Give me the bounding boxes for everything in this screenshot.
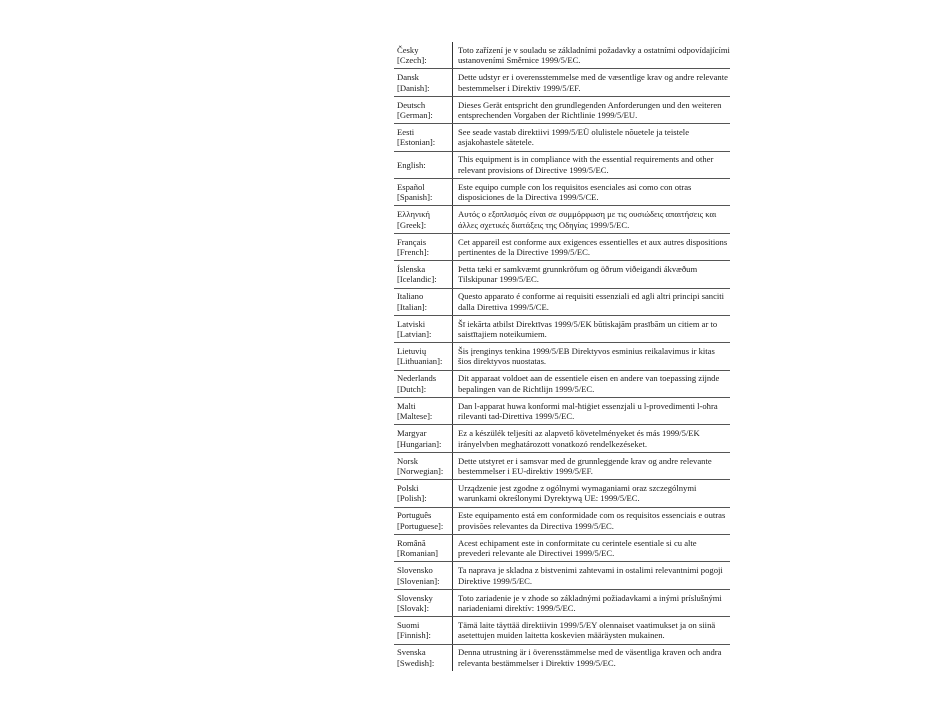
- declaration-text: [453, 425, 730, 451]
- language-cell: [394, 590, 453, 616]
- declaration-statement: Dan l-apparat huwa konformi mal-ħtiġiet essenzjali u l-provedimenti l-oħra rilevanti tad-Direttiva 1999/5/EC.: [458, 400, 718, 422]
- declaration-statement: Cet appareil est conforme aux exigences essentielles et aux autres dispositions pertinentes de la Directive 1999/5/EC.: [458, 236, 728, 257]
- language-cell: [394, 152, 453, 178]
- language-cell: [394, 289, 453, 315]
- declaration-row: [394, 480, 730, 507]
- declaration-row: [394, 206, 730, 233]
- declaration-statement: Denna utrustning är i överensstämmelse med de väsentliga kraven och andra relevanta bestämmelser i Direktiv 1999/5/EC.: [458, 647, 722, 668]
- language-english-name: [Maltese]:: [397, 411, 433, 422]
- language-english-name: [Hungarian]:: [397, 438, 442, 449]
- language-cell: [394, 42, 453, 68]
- language-english-name: [Norwegian]:: [397, 466, 444, 477]
- language-cell: [394, 206, 453, 232]
- language-english-name: [Polish]:: [397, 493, 427, 504]
- language-cell: [394, 371, 453, 397]
- declaration-row: [394, 617, 730, 644]
- declaration-row: [394, 590, 730, 617]
- declaration-statement: Este equipamento está em conformidade com os requisitos essenciais e outras provisões relevantes da Directiva 1999/5/EC.: [458, 510, 726, 531]
- language-name: Latviski: [397, 318, 426, 329]
- declaration-row: [394, 453, 730, 480]
- declaration-row: [394, 234, 730, 261]
- language-cell: [394, 645, 453, 671]
- declaration-statement: Ez a készülék teljesíti az alapvető követelményeket és más 1999/5/EK irányelvben meghatározott vonatkozó rendelkezéseket.: [458, 428, 700, 449]
- language-english-name: [Greek]:: [397, 219, 427, 230]
- declaration-text: [453, 398, 730, 424]
- compliance-declarations-table: [394, 42, 730, 671]
- language-name: Dansk: [397, 72, 419, 83]
- declaration-statement: Dette udstyr er i overensstemmelse med de væsentlige krav og andre relevante bestemmelser i Direktiv 1999/5/EF.: [458, 72, 728, 93]
- declaration-text: [453, 152, 730, 178]
- declaration-text: [453, 124, 730, 150]
- language-name: Íslenska: [397, 263, 426, 274]
- language-cell: [394, 97, 453, 123]
- declaration-statement: Este equipo cumple con los requisitos esenciales asi como con otras disposiciones de la Directiva 1999/5/CE.: [458, 181, 692, 203]
- declaration-row: [394, 425, 730, 452]
- language-english-name: [Italian]:: [397, 301, 428, 312]
- declaration-text: [453, 42, 730, 68]
- declaration-statement: Ta naprava je skladna z bistvenimi zahtevami in ostalimi relevantnimi pogoji Direktive 1999/5/EC.: [458, 565, 723, 586]
- declaration-row: [394, 508, 730, 535]
- language-name: Eesti: [397, 126, 415, 137]
- language-name: Suomi: [397, 619, 420, 630]
- language-cell: [394, 453, 453, 479]
- language-english-name: [Swedish]:: [397, 657, 435, 668]
- language-english-name: [Slovenian]:: [397, 575, 440, 586]
- declaration-row: [394, 97, 730, 124]
- language-cell: [394, 617, 453, 643]
- language-cell: [394, 535, 453, 561]
- language-english-name: [Danish]:: [397, 82, 430, 93]
- language-english-name: [French]:: [397, 246, 429, 257]
- declaration-text: [453, 206, 730, 232]
- declaration-statement: Toto zařízení je v souladu se základními požadavky a ostatními odpovídajícími ustanoveními Směrnice 1999/5/EC.: [458, 44, 730, 66]
- declaration-text: [453, 234, 730, 260]
- language-cell: [394, 508, 453, 534]
- declaration-statement: Αυτός ο εξοπλισμός είναι σε συμμόρφωση με τις ουσιώδεις απαιτήσεις και άλλες σχετικές διατάξεις της Οδηγίας 1999/5/EC.: [458, 209, 717, 230]
- declaration-statement: Dette utstyret er i samsvar med de grunnleggende krav og andre relevante bestemmelser i EU-direktiv 1999/5/EF.: [458, 455, 712, 477]
- declaration-row: [394, 316, 730, 343]
- language-name: Norsk: [397, 455, 419, 466]
- declaration-text: [453, 371, 730, 397]
- declaration-text: [453, 480, 730, 506]
- declaration-text: [453, 562, 730, 588]
- language-cell: [394, 261, 453, 287]
- language-cell: [394, 69, 453, 95]
- declaration-row: [394, 124, 730, 151]
- language-cell: [394, 343, 453, 369]
- declaration-text: [453, 617, 730, 643]
- language-name: Lietuvių: [397, 346, 427, 357]
- language-english-name: [Lithuanian]:: [397, 356, 443, 367]
- language-name: Português: [397, 510, 432, 521]
- language-english-name: [German]:: [397, 109, 433, 120]
- language-english-name: [Czech]:: [397, 55, 427, 66]
- declaration-text: [453, 289, 730, 315]
- language-name: Slovensko: [397, 565, 433, 576]
- declaration-text: [453, 535, 730, 561]
- declaration-row: [394, 398, 730, 425]
- declaration-row: [394, 562, 730, 589]
- declaration-statement: Dieses Gerät entspricht den grundlegenden Anforderungen und den weiteren entsprechenden Vorgaben der Richtlinie 1999/5/EU.: [458, 99, 722, 120]
- declaration-row: [394, 535, 730, 562]
- language-english-name: [Finnish]:: [397, 630, 431, 641]
- declaration-row: [394, 152, 730, 179]
- declaration-row: [394, 289, 730, 316]
- language-name: Français: [397, 236, 427, 247]
- declaration-text: [453, 590, 730, 616]
- language-cell: [394, 234, 453, 260]
- language-name: Malti: [397, 400, 416, 411]
- language-cell: [394, 425, 453, 451]
- declaration-text: [453, 645, 730, 671]
- declaration-row: [394, 371, 730, 398]
- language-name: Ελληνική: [397, 209, 431, 220]
- declaration-text: [453, 97, 730, 123]
- language-english-name: [Estonian]:: [397, 137, 436, 148]
- declaration-statement: Tämä laite täyttää direktiivin 1999/5/EY olennaiset vaatimukset ja on siinä asetettujen muiden laitetta koskevien määräysten mukainen.: [458, 619, 716, 641]
- language-name: Deutsch: [397, 99, 426, 110]
- declaration-statement: Šī iekārta atbilst Direktīvas 1999/5/EK būtiskajām prasībām un citiem ar to saistītajiem noteikumiem.: [458, 318, 718, 340]
- language-name: Slovensky: [397, 592, 433, 603]
- language-cell: [394, 398, 453, 424]
- declaration-row: [394, 343, 730, 370]
- language-name: Español: [397, 181, 425, 192]
- language-name: Svenska: [397, 647, 426, 658]
- declaration-statement: Dit apparaat voldoet aan de essentiele eisen en andere van toepassing zijnde bepalingen van de Richtlijn 1999/5/EC.: [458, 373, 720, 394]
- declaration-text: [453, 453, 730, 479]
- language-english-name: [Spanish]:: [397, 192, 433, 203]
- language-cell: [394, 124, 453, 150]
- language-english-name: [Dutch]:: [397, 383, 427, 394]
- declaration-text: [453, 179, 730, 205]
- declaration-row: [394, 42, 730, 69]
- declaration-text: [453, 316, 730, 342]
- declaration-statement: Þetta tæki er samkvæmt grunnkröfum og öðrum viðeigandi ákvæðum Tilskipunar 1999/5/EC.: [458, 263, 698, 285]
- language-name: Nederlands: [397, 373, 437, 384]
- language-name: Polski: [397, 483, 419, 494]
- language-english-name: [Latvian]:: [397, 329, 432, 340]
- declaration-text: [453, 343, 730, 369]
- language-name: English:: [397, 159, 426, 170]
- declaration-statement: Urządzenie jest zgodne z ogólnymi wymaganiami oraz szczególnymi warunkami określonymi Dyrektywą UE: 1999/5/EC.: [458, 483, 697, 504]
- declaration-row: [394, 645, 730, 671]
- declaration-statement: This equipment is in compliance with the essential requirements and other relevant provisions of Directive 1999/5/EC.: [458, 154, 714, 175]
- declaration-text: [453, 508, 730, 534]
- declaration-statement: Questo apparato é conforme ai requisiti essenziali ed agli altri principi sanciti dalla Direttiva 1999/5/CE.: [458, 291, 725, 312]
- language-cell: [394, 316, 453, 342]
- declaration-statement: Šis įrenginys tenkina 1999/5/EB Direktyvos esminius reikalavimus ir kitas šios direktyvos nuostatas.: [458, 346, 715, 367]
- declaration-row: [394, 261, 730, 288]
- declaration-statement: Toto zariadenie je v zhode so základnými požiadavkami a inými príslušnými nariadeniami direktív: 1999/5/EC.: [458, 592, 722, 613]
- language-name: Margyar: [397, 428, 427, 439]
- declaration-row: [394, 179, 730, 206]
- language-name: Česky: [397, 44, 419, 55]
- language-cell: [394, 179, 453, 205]
- language-english-name: [Romanian]: [397, 548, 439, 559]
- declaration-text: [453, 69, 730, 95]
- language-name: Italiano: [397, 291, 424, 302]
- declaration-statement: See seade vastab direktiivi 1999/5/EÜ olulistele nõuetele ja teistele asjakohastele sätetele.: [458, 126, 690, 148]
- declaration-text: [453, 261, 730, 287]
- language-english-name: [Icelandic]:: [397, 274, 437, 285]
- language-cell: [394, 480, 453, 506]
- declaration-statement: Acest echipament este in conformitate cu cerintele esentiale si cu alte prevederi relevante ale Directivei 1999/5/EC.: [458, 537, 697, 559]
- language-english-name: [Portuguese]:: [397, 520, 444, 531]
- language-name: Română: [397, 537, 426, 548]
- language-english-name: [Slovak]:: [397, 603, 429, 613]
- declaration-rows: [394, 42, 730, 671]
- declaration-row: [394, 69, 730, 96]
- language-cell: [394, 562, 453, 588]
